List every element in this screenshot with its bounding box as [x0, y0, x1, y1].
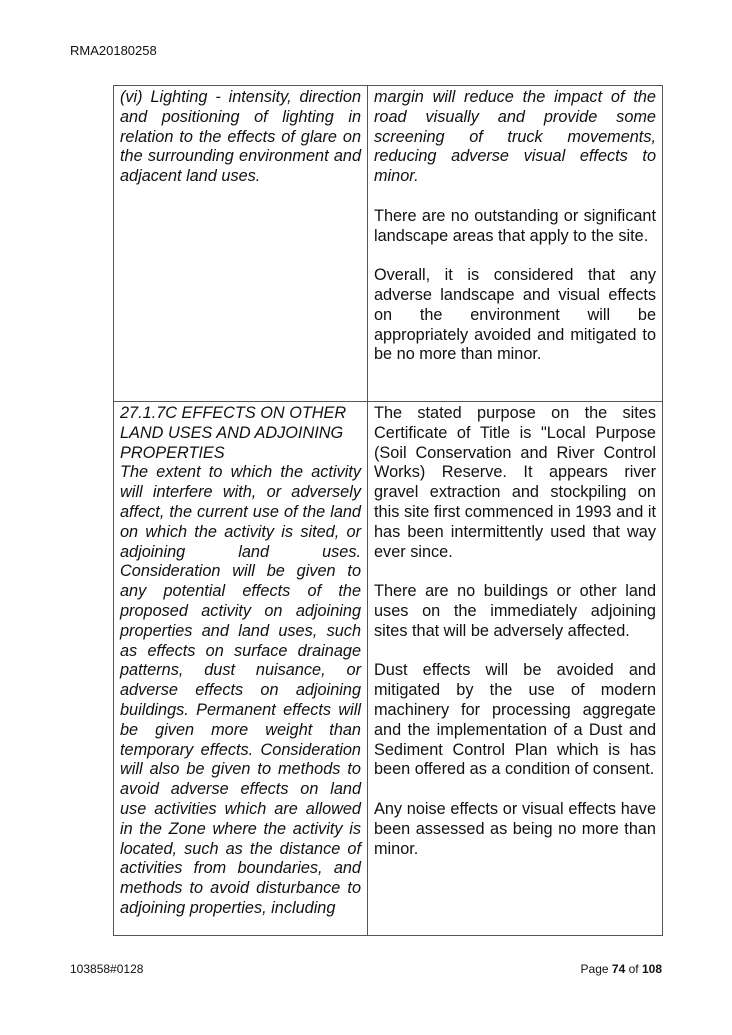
total-pages: 108: [641, 962, 662, 976]
criteria-text: The extent to which the activity will interfere with, or adversely affect, the current use of the land on which the activity is sited, or adjoining land uses. Consideration will be given to any potential effects of the proposed activity on adjoining properties and land uses, such as effects on surface drainage patterns, dust nuisance, or adverse effects on adjoining buildings. Permanent effects will be given more weight than temporary effects. Consideration will also be given to methods to avoid adverse effects on land use activities which are allowed in the Zone where the activity is located, such as the distance of activities from boundaries, and methods to avoid disturbance to adjoining properties, including: [120, 463, 361, 917]
current-page: 74: [611, 962, 626, 976]
table-row: [114, 402, 663, 936]
assessment-paragraph: Any noise effects or visual effects have been assessed as being no more than minor.: [374, 799, 656, 858]
document-reference: RMA20180258: [70, 43, 157, 58]
assessment-paragraph: There are no buildings or other land uses on the immediately adjoining sites that will be adversely affected.: [374, 582, 656, 640]
table-row: [114, 86, 663, 402]
assessment-table: [113, 85, 663, 936]
assessment-cell: [368, 402, 663, 936]
assessment-paragraph: The stated purpose on the sites Certificate of Title is "Local Purpose (Soil Conservation and River Control Works) Reserve. It appears river gravel extraction and stockpiling on this site first commenced in 1993 and it has been intermittently used that way ever since.: [374, 404, 656, 561]
file-reference: 103858#0128: [70, 962, 144, 976]
assessment-paragraph: margin will reduce the impact of the road visually and provide some screening of truck movements, reducing adverse visual effects to minor.: [374, 88, 656, 186]
assessment-paragraph: Dust effects will be avoided and mitigated by the use of modern machinery for processing aggregate and the implementation of a Dust and Sediment Control Plan which is has been offered as a condition of consent.: [374, 661, 656, 779]
criteria-cell: [114, 402, 368, 936]
page-label: Page: [580, 962, 609, 976]
criteria-cell: [114, 86, 368, 402]
assessment-cell: [368, 86, 663, 402]
assessment-paragraph: Overall, it is considered that any adverse landscape and visual effects on the environment will be appropriately avoided and mitigated to be no more than minor.: [374, 266, 656, 364]
assessment-paragraph: There are no outstanding or significant landscape areas that apply to the site.: [374, 206, 656, 245]
criteria-text: (vi) Lighting - intensity, direction and positioning of lighting in relation to the effects of glare on the surrounding environment and adjacent land uses.: [120, 88, 361, 186]
page-of-label: of: [628, 962, 639, 976]
page-number: [581, 962, 662, 976]
criteria-heading: 27.1.7C EFFECTS ON OTHER LAND USES AND ADJOINING PROPERTIES: [120, 404, 347, 462]
